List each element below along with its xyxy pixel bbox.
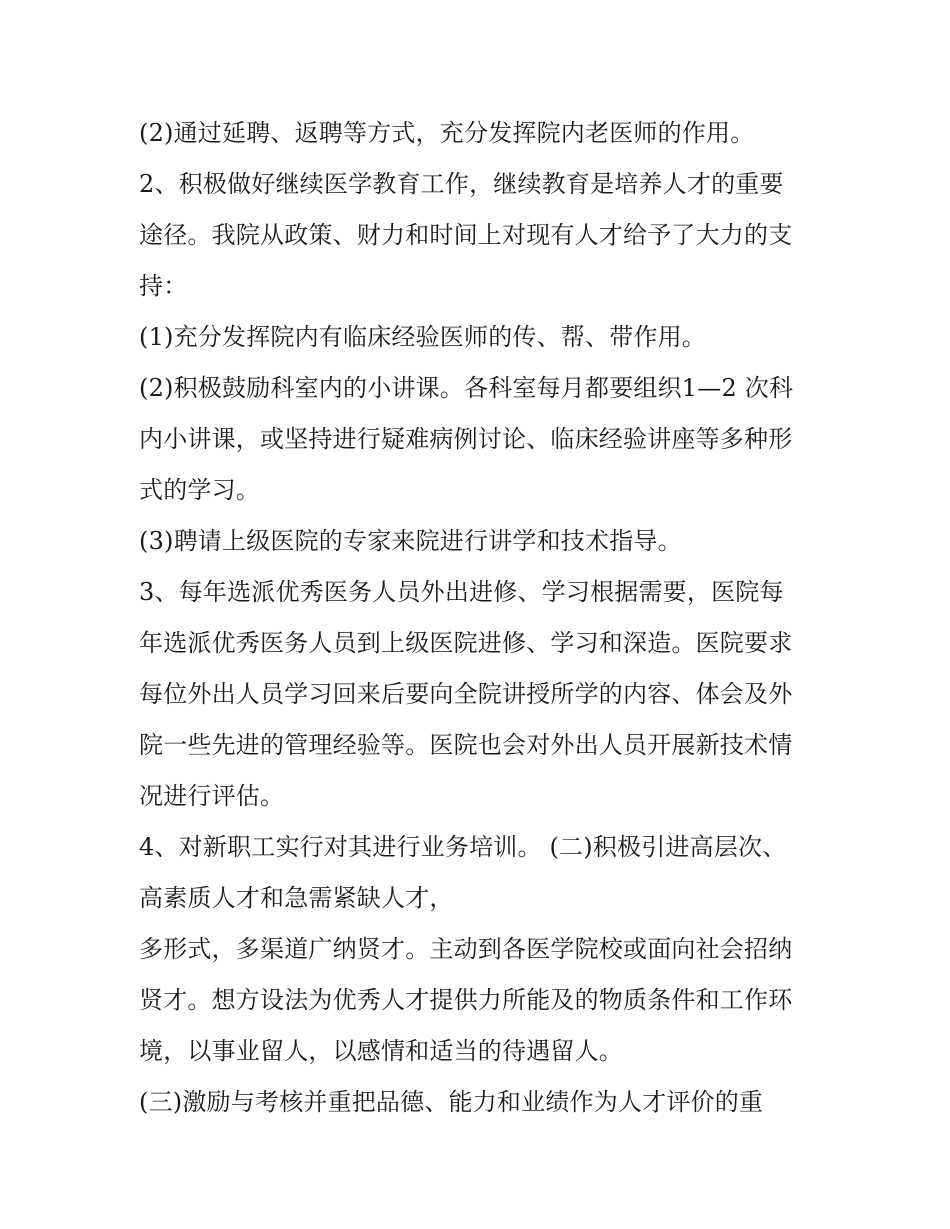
text-line: (3)聘请上级医院的专家来院进行讲学和技术指导。 <box>139 527 682 555</box>
text-line: 内小讲课，或坚持进行疑难病例讨论、临床经验讲座等多种形 <box>139 425 793 453</box>
text-line: (2)通过延聘、返聘等方式，充分发挥院内老医师的作用。 <box>139 119 755 147</box>
text-line: (1)充分发挥院内有临床经验医师的传、帮、带作用。 <box>139 323 706 351</box>
text-line: 持： <box>139 272 188 300</box>
text-line: 境，以事业留人，以感情和适当的待遇留人。 <box>139 1037 623 1065</box>
text-line: 4、对新职工实行对其进行业务培训。 (二)积极引进高层次、 <box>139 833 787 861</box>
text-line: 多形式，多渠道广纳贤才。主动到各医学院校或面向社会招纳 <box>139 935 793 963</box>
text-line: 高素质人才和急需紧缺人才， <box>139 884 454 912</box>
text-line: 3、每年选派优秀医务人员外出进修、学习根据需要，医院每 <box>139 578 784 606</box>
text-line: 式的学习。 <box>139 476 260 504</box>
text-line: (2)积极鼓励科室内的小讲课。各科室每月都要组织1—2 次科 <box>139 374 794 402</box>
document-body <box>139 108 829 1128</box>
text-line: 年选派优秀医务人员到上级医院进修、学习和深造。医院要求 <box>139 629 793 657</box>
text-line: 2、积极做好继续医学教育工作，继续教育是培养人才的重要 <box>139 170 784 198</box>
text-line: 院一些先进的管理经验等。医院也会对外出人员开展新技术情 <box>139 731 793 759</box>
text-line: 况进行评估。 <box>139 782 285 810</box>
text-line: 途径。我院从政策、财力和时间上对现有人才给予了大力的支 <box>139 221 793 249</box>
text-line: (三)激励与考核并重把品德、能力和业绩作为人才评价的重 <box>139 1088 764 1116</box>
text-line: 贤才。想方设法为优秀人才提供力所能及的物质条件和工作环 <box>139 986 793 1014</box>
text-line: 每位外出人员学习回来后要向全院讲授所学的内容、体会及外 <box>139 680 793 708</box>
